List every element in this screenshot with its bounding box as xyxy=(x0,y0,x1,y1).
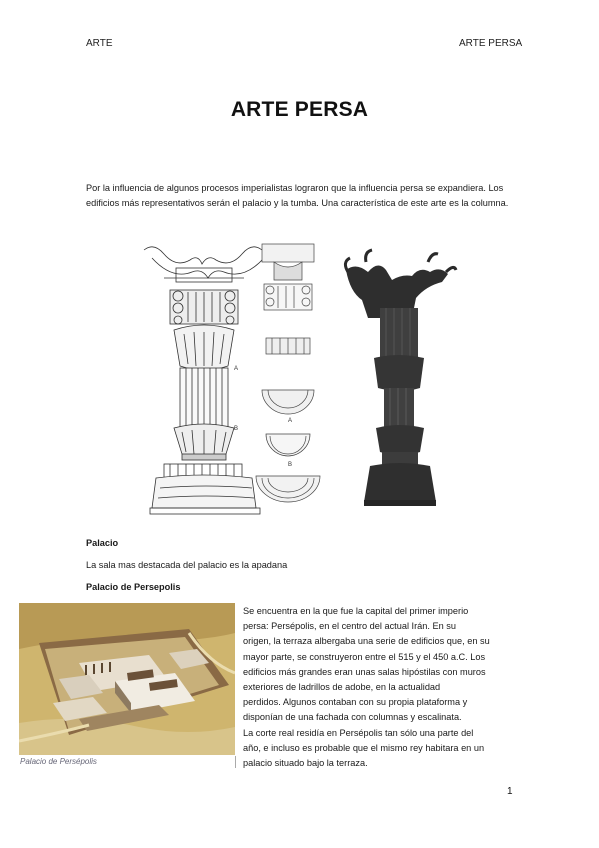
section-heading-palacio: Palacio xyxy=(86,538,119,548)
description-line: mayor parte, se construyeron entre el 515 y el 450 a.C. Los xyxy=(243,651,486,662)
description-line: origen, la terraza albergaba una serie de edificios que, en su xyxy=(243,636,490,647)
header-right: ARTE PERSA xyxy=(459,38,523,49)
description-line: año, e incluso es probable que el mismo rey habitara en un xyxy=(243,742,485,753)
column-photo-right xyxy=(345,250,456,506)
description-line: persa: Persépolis, en el centro del actual Irán. En su xyxy=(243,621,456,632)
column-illustrations xyxy=(134,238,474,520)
header-left: ARTE xyxy=(86,38,113,49)
description-line: Se encuentra en la que fue la capital del primer imperio xyxy=(243,606,469,616)
caption-divider xyxy=(235,756,236,768)
palacio-sentence: La sala mas destacada del palacio es la apadana xyxy=(86,560,288,570)
column-drawing-left xyxy=(144,247,264,514)
description-line: perdidos. Algunos contaban con su propia plataforma y xyxy=(243,697,468,708)
persepolis-illustration xyxy=(19,603,235,755)
label-b1: B xyxy=(234,426,239,432)
description-line: La corte real residía en Persépolis tan sólo una parte del xyxy=(243,727,474,738)
description-line: disponían de una fachada con columnas y escalinata. xyxy=(243,712,462,723)
description-line: palacio situado bajo la terraza. xyxy=(243,758,368,769)
subheading-persepolis: Palacio de Persepolis xyxy=(86,582,181,592)
label-a2: A xyxy=(288,418,293,424)
page-number: 1 xyxy=(507,786,513,797)
description-line: edificios más grandes eran unas salas hipóstilas con muros xyxy=(243,666,486,677)
description-line: exteriores de ladrillos de adobe, en la actualidad xyxy=(243,682,441,693)
intro-paragraph: Por la influencia de algunos procesos imperialistas lograron que la influencia persa se expandiera. Los edificios más representativos serán el palacio y la tumba. Una característica de este arte es la columna. xyxy=(86,183,509,209)
persepolis-description xyxy=(243,604,523,771)
page-title: ARTE PERSA xyxy=(230,98,369,121)
image-caption: Palacio de Persépolis xyxy=(20,757,97,766)
label-a1: A xyxy=(234,366,239,372)
column-drawing-sections xyxy=(256,244,320,502)
label-b2: B xyxy=(288,462,293,468)
